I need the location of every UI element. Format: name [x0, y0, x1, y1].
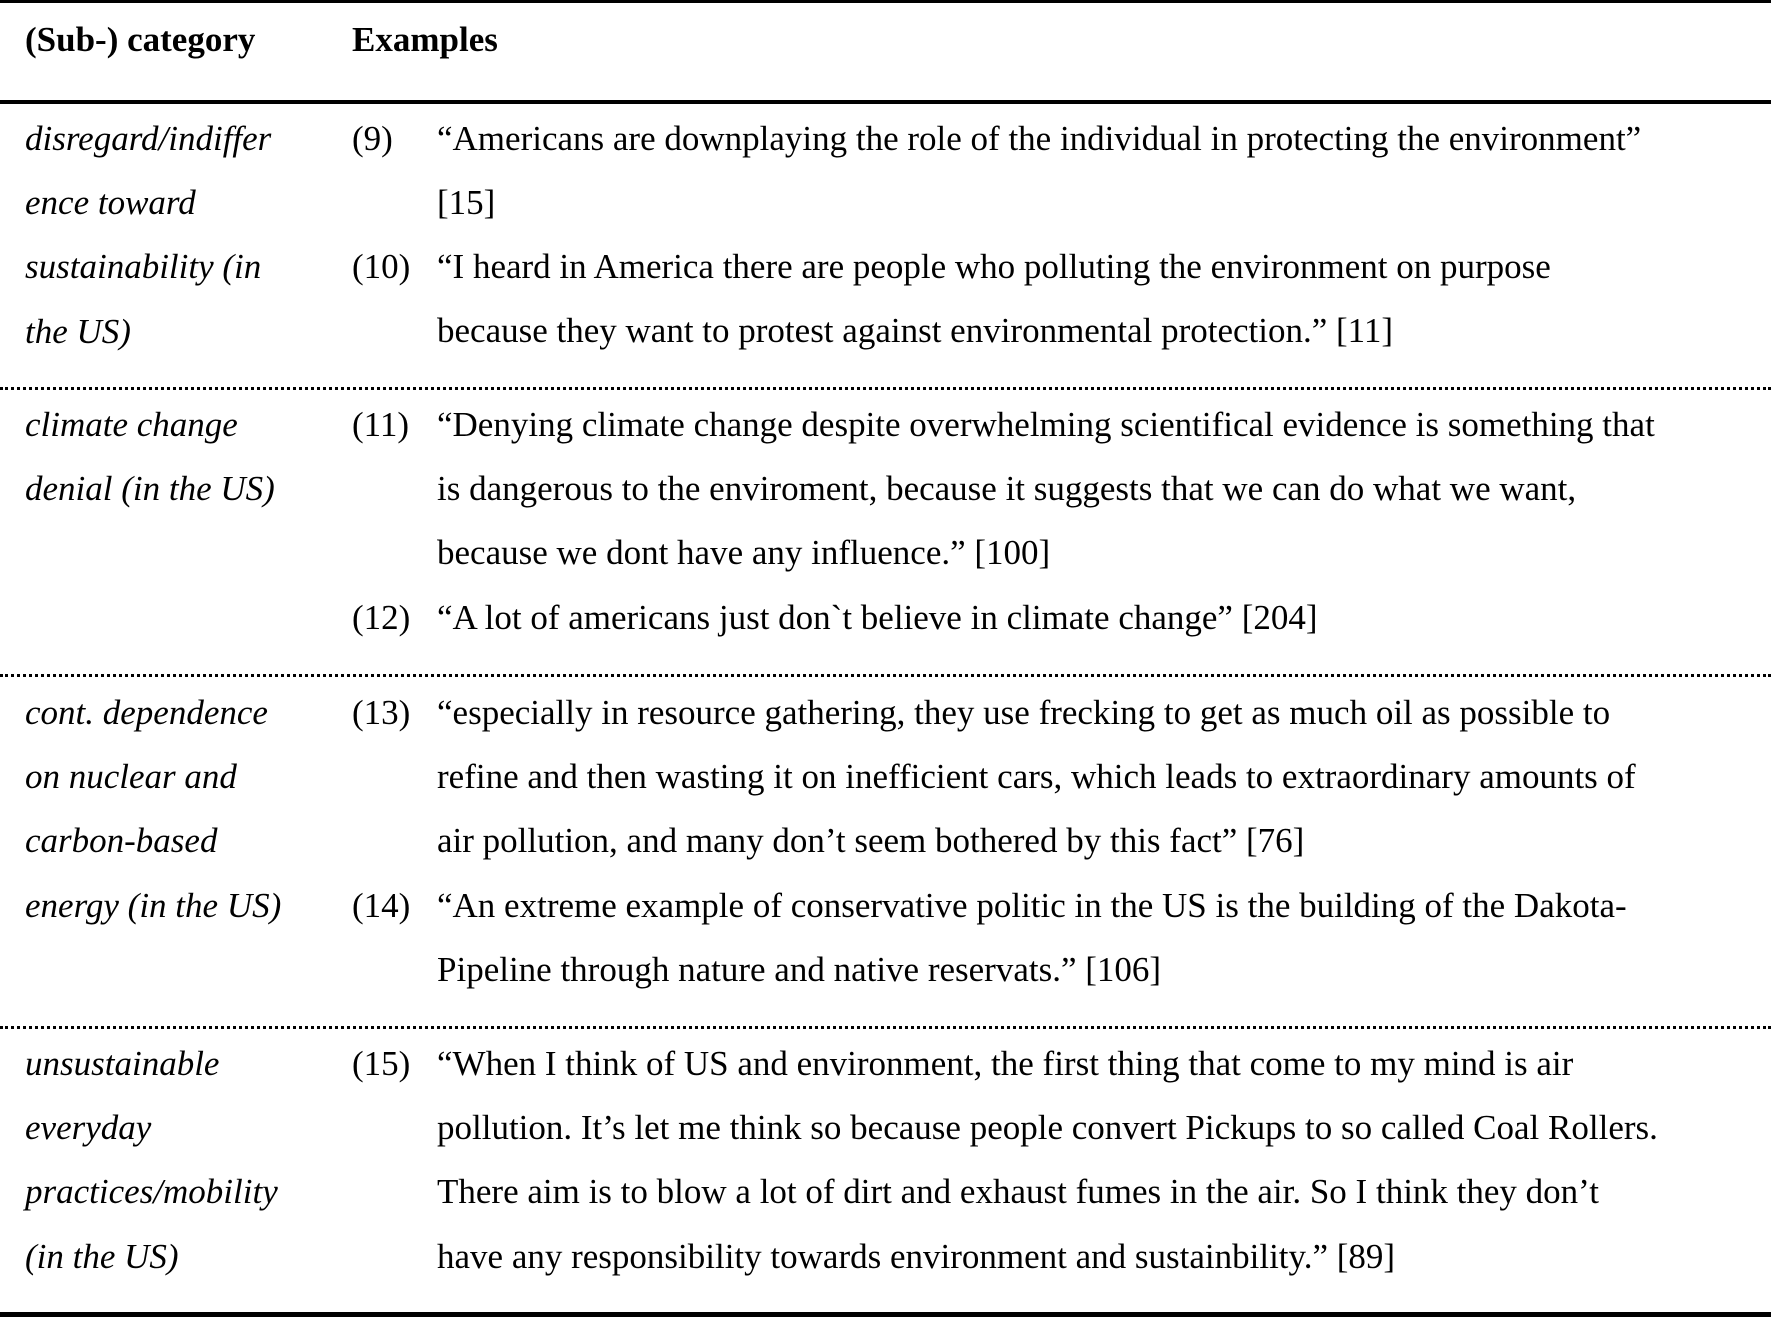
example-number: (10): [352, 247, 411, 286]
quote-line: Pipeline through nature and native reservats.” [106]: [437, 950, 1162, 990]
category-line: denial (in the US): [25, 469, 275, 509]
row-divider: [0, 674, 1771, 677]
category-line: cont. dependence: [25, 693, 268, 732]
row-4-category: [25, 1032, 325, 1289]
row-3-category: [25, 681, 325, 938]
quote-line: “When I think of US and environment, the first thing that come to my mind is air: [437, 1044, 1574, 1083]
example-quote: [437, 586, 1767, 650]
quote-line: air pollution, and many don’t seem bothered by this fact” [76]: [437, 821, 1305, 861]
example-number: (11): [352, 405, 410, 444]
quote-line: “especially in resource gathering, they use frecking to get as much oil as possible to: [437, 693, 1611, 732]
header-category: (Sub-) category: [25, 20, 256, 59]
example-quote: [437, 107, 1767, 235]
quote-line: There aim is to blow a lot of dirt and exhaust fumes in the air. So I think they don’t: [437, 1172, 1599, 1212]
quote-line: “I heard in America there are people who polluting the environment on purpose: [437, 247, 1551, 286]
category-line: energy (in the US): [25, 885, 282, 925]
example-number: (15): [352, 1044, 411, 1083]
quote-line: is dangerous to the enviroment, because it suggests that we can do what we want,: [437, 469, 1577, 509]
category-line: disregard/indiffer: [25, 119, 272, 158]
category-line: unsustainable: [25, 1044, 220, 1083]
header-examples: Examples: [352, 20, 498, 59]
category-line: climate change: [25, 405, 238, 444]
category-line: ence toward: [25, 183, 196, 223]
example-quote: [437, 681, 1767, 874]
quote-line: have any responsibility towards environment and sustainbility.” [89]: [437, 1236, 1396, 1276]
quote-line: because they want to protest against environmental protection.” [11]: [437, 311, 1394, 351]
category-line: sustainability (in: [25, 247, 262, 287]
table-top-rule: [0, 0, 1771, 3]
example-quote: [437, 1032, 1767, 1289]
category-line: the US): [25, 311, 131, 351]
quote-line: “Denying climate change despite overwhelming scientifical evidence is something that: [437, 405, 1655, 444]
quote-line: “Americans are downplaying the role of the individual in protecting the environment”: [437, 119, 1642, 158]
quote-line: “An extreme example of conservative politic in the US is the building of the Dakota-: [437, 886, 1627, 925]
quote-line: because we dont have any influence.” [100]: [437, 533, 1051, 573]
quote-line: “A lot of americans just don`t believe in climate change” [204]: [437, 598, 1318, 637]
example-number: (12): [352, 598, 411, 637]
example-quote: [437, 393, 1767, 586]
category-line: carbon-based: [25, 821, 218, 861]
row-1-category: [25, 107, 325, 364]
row-2-category: [25, 393, 325, 521]
example-number: (13): [352, 693, 411, 732]
category-line: practices/mobility: [25, 1172, 278, 1212]
category-line: everyday: [25, 1108, 152, 1148]
category-line: (in the US): [25, 1236, 179, 1276]
row-divider: [0, 1026, 1771, 1029]
table-bottom-rule: [0, 1312, 1771, 1317]
row-divider: [0, 387, 1771, 390]
example-quote: [437, 235, 1767, 363]
quote-line: [15]: [437, 183, 496, 223]
example-number: (14): [352, 886, 411, 925]
example-number: (9): [352, 119, 393, 158]
quote-line: refine and then wasting it on inefficient cars, which leads to extraordinary amounts of: [437, 757, 1636, 797]
header-rule: [0, 100, 1771, 104]
quote-line: pollution. It’s let me think so because people convert Pickups to so called Coal Rollers.: [437, 1108, 1658, 1148]
category-line: on nuclear and: [25, 757, 237, 797]
example-quote: [437, 874, 1767, 1002]
